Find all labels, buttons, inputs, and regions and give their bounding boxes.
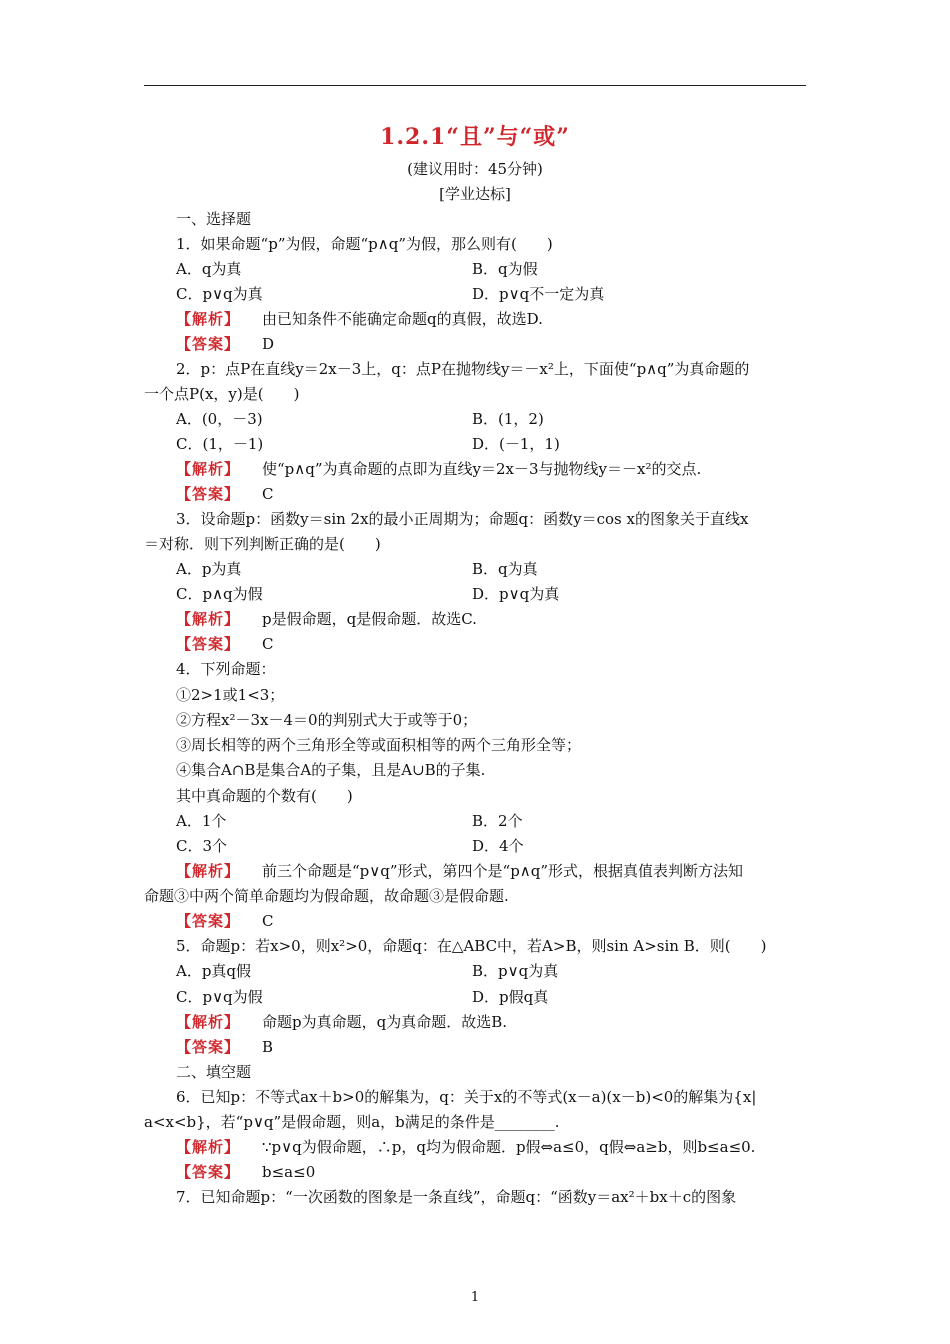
- q7-stem-line1: 7．已知命题p：“一次函数的图象是一条直线”，命题q：“函数y＝ax²＋bx＋c的图象: [176, 1188, 737, 1206]
- q2-option-d: D．(－1，1): [472, 435, 560, 453]
- q1-option-d: D．p∨q不一定为真: [472, 285, 605, 303]
- q4-answer: [176, 910, 840, 931]
- q3-answer: [176, 633, 840, 654]
- q3-option-d: D．p∨q为真: [472, 585, 560, 603]
- q1-option-b: B．q为假: [472, 260, 538, 278]
- answer-tag: 【答案】: [176, 1163, 241, 1181]
- q1-analysis: [176, 308, 840, 329]
- answer-tag: 【答案】: [176, 635, 241, 653]
- analysis-tag: 【解析】: [176, 460, 241, 478]
- part2-heading: 二、填空题: [176, 1063, 252, 1081]
- q2-option-b: B．(1，2): [472, 410, 544, 428]
- q6-stem-line2: a<x<b}，若“p∨q”是假命题，则a，b满足的条件是________.: [144, 1113, 560, 1131]
- q3-answer-text: C: [262, 635, 274, 653]
- q3-analysis: [176, 608, 840, 629]
- q3-analysis-text: p是假命题，q是假命题．故选C.: [262, 610, 477, 628]
- q4-analysis-text: 前三个命题是“p∨q”形式，第四个是“p∧q”形式，根据真值表判断方法知: [262, 862, 744, 880]
- q1-stem: 1．如果命题“p”为假，命题“p∧q”为假，那么则有( ): [176, 235, 553, 253]
- q3-stem-line2: ＝对称．则下列判断正确的是( ): [144, 535, 381, 553]
- answer-tag: 【答案】: [176, 1038, 241, 1056]
- q5-answer-text: B: [262, 1038, 274, 1056]
- q4-item-2: ②方程x²－3x－4＝0的判别式大于或等于0；: [176, 711, 478, 729]
- analysis-tag: 【解析】: [176, 610, 241, 628]
- analysis-tag: 【解析】: [176, 1013, 241, 1031]
- answer-tag: 【答案】: [176, 485, 241, 503]
- page-title: 1.2.1“且”与“或”: [380, 124, 570, 150]
- q6-answer: [176, 1161, 840, 1182]
- q4-item-3: ③周长相等的两个三角形全等或面积相等的两个三角形全等；: [176, 736, 582, 754]
- q5-option-d: D．p假q真: [472, 988, 549, 1006]
- q1-analysis-text: 由已知条件不能确定命题q的真假，故选D.: [262, 310, 543, 328]
- q3-stem-line1: 3．设命题p：函数y＝sin 2x的最小正周期为；命题q：函数y＝cos x的图象关于直线x: [176, 510, 749, 528]
- analysis-tag: 【解析】: [176, 862, 241, 880]
- q3-option-c: C．p∧q为假: [176, 585, 263, 603]
- analysis-tag: 【解析】: [176, 1138, 241, 1156]
- q4-option-b: B．2个: [472, 812, 523, 830]
- time-hint: (建议用时：45分钟): [407, 160, 543, 178]
- q1-answer: [176, 333, 840, 354]
- q5-stem: 5．命题p：若x>0，则x²>0，命题q：在△ABC中，若A>B，则sin A>sin B．则( ): [176, 937, 767, 955]
- q4-analysis: [176, 860, 840, 881]
- q4-ask: 其中真命题的个数有( ): [176, 787, 353, 805]
- answer-tag: 【答案】: [176, 335, 241, 353]
- q5-analysis-text: 命题p为真命题，q为真命题．故选B.: [262, 1013, 508, 1031]
- q5-option-c: C．p∨q为假: [176, 988, 263, 1006]
- q2-analysis: [176, 458, 840, 479]
- q2-answer: [176, 483, 840, 504]
- q4-option-d: D．4个: [472, 837, 524, 855]
- q4-answer-text: C: [262, 912, 274, 930]
- q5-option-a: A．p真q假: [176, 962, 252, 980]
- answer-tag: 【答案】: [176, 912, 241, 930]
- q2-option-a: A．(0，－3): [176, 410, 263, 428]
- q4-stem: 4．下列命题：: [176, 660, 276, 678]
- q5-option-b: B．p∨q为真: [472, 962, 559, 980]
- q5-analysis: [176, 1011, 840, 1032]
- q2-stem-line2: 一个点P(x，y)是( ): [144, 385, 300, 403]
- analysis-tag: 【解析】: [176, 310, 241, 328]
- q4-option-a: A．1个: [176, 812, 227, 830]
- q4-item-1: ①2>1或1<3；: [176, 686, 285, 704]
- q6-answer-text: b≤a≤0: [262, 1163, 316, 1181]
- q2-stem-line1: 2．p：点P在直线y＝2x－3上，q：点P在抛物线y＝－x²上，下面使“p∧q”为真命题的: [176, 360, 750, 378]
- q1-option-c: C．p∨q为真: [176, 285, 263, 303]
- q4-item-4: ④集合A∩B是集合A的子集，且是A∪B的子集.: [176, 761, 486, 779]
- q4-analysis-line2: 命题③中两个简单命题均为假命题，故命题③是假命题.: [144, 887, 509, 905]
- header-rule: [144, 85, 806, 86]
- section-tag: [学业达标]: [439, 185, 511, 203]
- q6-analysis-text: ∵p∨q为假命题，∴p，q均为假命题．p假⇔a≤0，q假⇔a≥b，则b≤a≤0.: [262, 1138, 756, 1156]
- q6-analysis: [176, 1136, 840, 1157]
- q6-stem-line1: 6．已知p：不等式ax＋b>0的解集为，q：关于x的不等式(x－a)(x－b)<0的解集为{x|: [176, 1088, 757, 1106]
- page-number: 1: [470, 1290, 480, 1305]
- q2-analysis-text: 使“p∧q”为真命题的点即为直线y＝2x－3与抛物线y＝－x²的交点.: [262, 460, 702, 478]
- q2-option-c: C．(1，－1): [176, 435, 264, 453]
- q3-option-a: A．p为真: [176, 560, 242, 578]
- q1-option-a: A．q为真: [176, 260, 242, 278]
- q1-answer-text: D: [262, 335, 275, 353]
- part1-heading: 一、选择题: [176, 210, 252, 228]
- q2-answer-text: C: [262, 485, 274, 503]
- q4-option-c: C．3个: [176, 837, 228, 855]
- q5-answer: [176, 1036, 840, 1057]
- q3-option-b: B．q为真: [472, 560, 538, 578]
